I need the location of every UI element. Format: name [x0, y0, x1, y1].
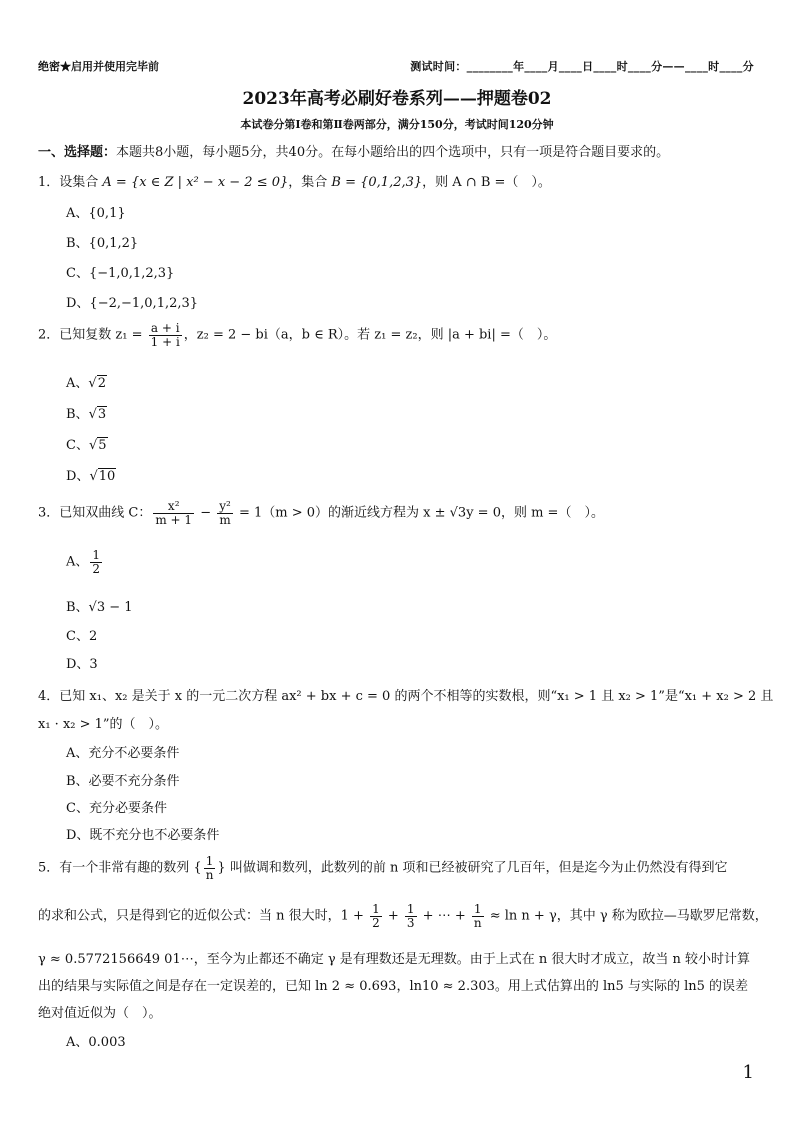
- question-4-stem-line-2: x₁ · x₂ > 1”的（ ）。: [38, 717, 169, 732]
- radicand: 10: [98, 469, 116, 484]
- q2-option-a: [66, 372, 107, 391]
- q3-option-a: [66, 549, 104, 575]
- q2-fraction: [149, 322, 182, 348]
- q3-stem-part: 3．已知双曲线 C：: [38, 505, 152, 521]
- sqrt-symbol: √2: [88, 376, 106, 391]
- q4-option-c: C、充分必要条件: [66, 801, 167, 816]
- plus-sign: +: [383, 908, 403, 924]
- fraction-denominator: 3: [406, 915, 415, 930]
- q2-stem-part: ，z₂ = 2 − bi（a，b ∈ R）。若 z₁ = z₂，则 |a + bi| =（ ）。: [183, 327, 557, 343]
- q3-fraction-y: [217, 500, 233, 526]
- question-5-line-3: γ ≈ 0.5772156649 01⋯，至今为止都还不确定 γ 是有理数还是无理数。由于上式在 n 很大时才成立，故当 n 较小时计算: [38, 952, 751, 967]
- section-heading: [38, 141, 669, 160]
- minus-sign: −: [196, 505, 216, 521]
- q2-option-label: C、: [66, 438, 89, 453]
- ellipsis: + ⋯ +: [418, 908, 470, 924]
- question-4-stem-line-1: 4．已知 x₁、x₂ 是关于 x 的一元二次方程 ax² + bx + c = 0 的两个不相等的实数根，则“x₁ > 1 且 x₂ > 1”是“x₁ + x₂ > 2 且: [38, 689, 774, 704]
- q2-option-b: [66, 403, 107, 422]
- q3-fraction-denominator: m: [219, 512, 231, 527]
- q1-set-b: B = {0,1,2,3}: [331, 175, 423, 190]
- q5-option-a: A、0.003: [66, 1035, 126, 1050]
- question-5-line-2: [38, 903, 768, 929]
- fraction-numerator: 1: [372, 902, 380, 916]
- fraction-denominator: n: [205, 867, 214, 882]
- q5-text: ≈ ln n + γ，其中 γ 称为欧拉—马歇罗尼常数，: [485, 908, 768, 924]
- q1-option-b: B、{0,1,2}: [66, 236, 139, 251]
- q2-option-d: [66, 465, 116, 484]
- question-1-stem: [38, 171, 551, 190]
- q2-stem-part: 2．已知复数 z₁ =: [38, 327, 147, 343]
- fraction-numerator: 1: [406, 902, 415, 916]
- harmonic-fraction-2: [405, 903, 417, 929]
- radicand: 5: [98, 438, 107, 453]
- q2-fraction-denominator: 1 + i: [150, 334, 180, 349]
- q4-option-d: D、既不充分也不必要条件: [66, 828, 220, 843]
- q1-stem-part: ，则 A ∩ B =（ ）。: [422, 175, 551, 190]
- fraction-numerator: 1: [92, 548, 101, 562]
- fraction-denominator: 2: [372, 915, 380, 930]
- test-time-field: 测试时间：________年____月____日____时____分——____时____分: [410, 60, 754, 73]
- question-5-line-4: 出的结果与实际值之间是存在一定误差的，已知 ln 2 ≈ 0.693，ln10 ≈ 2.303。用上式估算出的 ln5 与实际的 ln5 的误差: [38, 979, 749, 994]
- q2-option-label: A、: [66, 376, 89, 391]
- sqrt-symbol: √3: [88, 407, 107, 422]
- q3-fraction-numerator: y²: [219, 499, 231, 513]
- q5-fraction: [204, 855, 216, 881]
- question-2-stem: [38, 322, 556, 348]
- fraction-denominator: 2: [92, 561, 101, 576]
- harmonic-fraction-1: [370, 903, 382, 929]
- q3-option-a-fraction: [90, 549, 102, 575]
- q3-option-label: A、: [66, 554, 89, 570]
- confidential-label: 绝密★启用并使用完毕前: [38, 60, 159, 73]
- section-instructions: 本题共8小题，每小题5分，共40分。在每小题给出的四个选项中，只有一项是符合题目要求的。: [116, 145, 670, 160]
- q3-option-d: D、3: [66, 657, 98, 672]
- radicand: 2: [97, 376, 106, 391]
- q2-option-label: B、: [66, 407, 89, 422]
- q1-option-d: D、{−2,−1,0,1,2,3}: [66, 296, 199, 311]
- q1-stem-part: 1．设集合: [38, 175, 103, 190]
- q3-fraction-x: [153, 500, 194, 526]
- q4-option-b: B、必要不充分条件: [66, 774, 180, 789]
- fraction-numerator: 1: [472, 903, 484, 917]
- q3-option-c: C、2: [66, 629, 98, 644]
- sqrt-symbol: √5: [88, 438, 107, 453]
- fraction-denominator: n: [473, 915, 482, 930]
- q1-stem-part: ，集合: [288, 175, 332, 190]
- page-number: 1: [742, 1062, 754, 1083]
- exam-subtitle: 本试卷分第Ⅰ卷和第Ⅱ卷两部分，满分150分，考试时间120分钟: [240, 118, 554, 131]
- q5-text: } 叫做调和数列，此数列的前 n 项和已经被研究了几百年，但是迄今为止仍然没有得到它: [217, 860, 728, 876]
- section-label: 一、选择题：: [38, 145, 117, 160]
- q3-stem-part: = 1（m > 0）的渐近线方程为 x ± √3y = 0，则 m =（ ）。: [234, 505, 604, 521]
- q1-option-a: A、{0,1}: [66, 206, 126, 221]
- question-5-line-5: 绝对值近似为（ ）。: [38, 1006, 162, 1021]
- question-5-line-1: [38, 855, 727, 881]
- q5-text: 的求和公式，只是得到它的近似公式：当 n 很大时，1 +: [38, 908, 369, 924]
- sqrt-symbol: √10: [89, 469, 116, 484]
- q5-text: 5．有一个非常有趣的数列 {: [38, 860, 202, 876]
- q4-option-a: A、充分不必要条件: [66, 746, 180, 761]
- q1-set-a: A = {x ∈ Z | x² − x − 2 ≤ 0}: [102, 175, 289, 190]
- fraction-numerator: 1: [204, 855, 216, 869]
- q3-option-b: B、√3 − 1: [66, 600, 133, 615]
- harmonic-fraction-n: [472, 903, 484, 929]
- exam-title: 2023年高考必刷好卷系列——押题卷02: [242, 89, 552, 109]
- q1-option-c: C、{−1,0,1,2,3}: [66, 266, 175, 281]
- question-3-stem: [38, 500, 604, 526]
- q3-fraction-denominator: m + 1: [155, 512, 193, 527]
- q2-option-c: [66, 434, 108, 453]
- q3-fraction-numerator: x²: [153, 500, 194, 514]
- q2-option-label: D、: [66, 469, 90, 484]
- q2-fraction-numerator: a + i: [149, 322, 182, 336]
- radicand: 3: [97, 407, 107, 422]
